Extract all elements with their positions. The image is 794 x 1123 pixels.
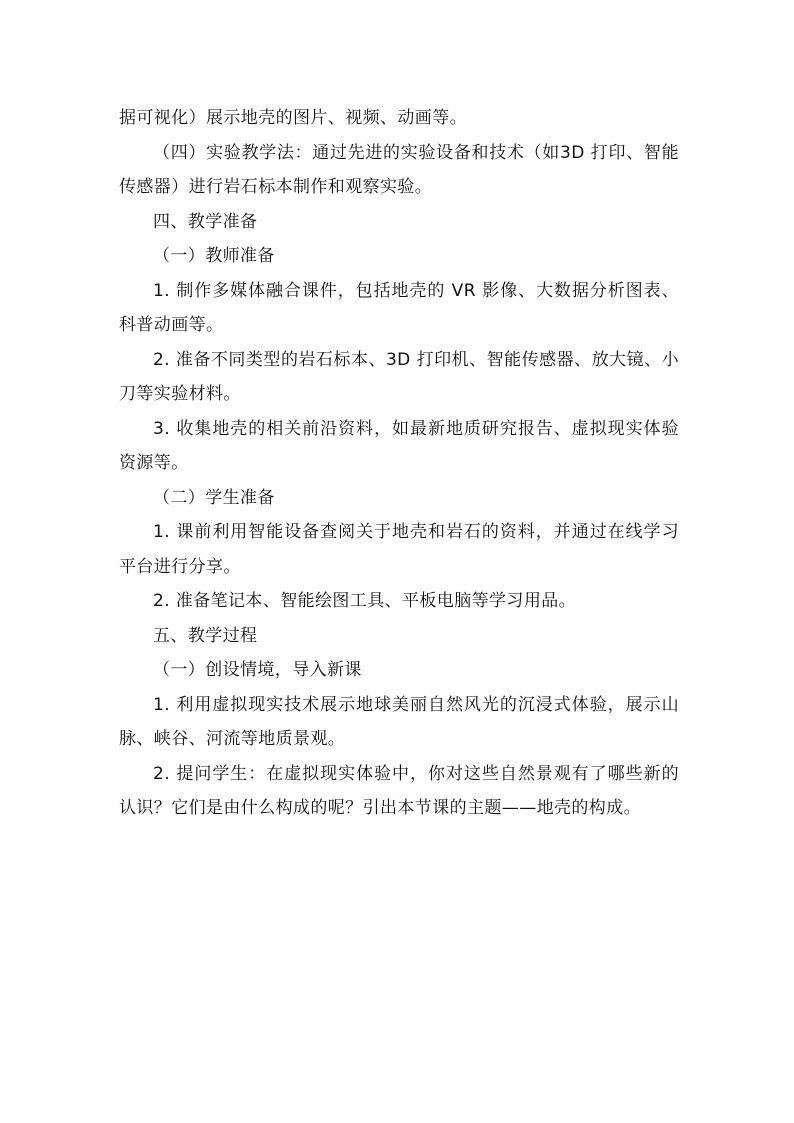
list-item: 2. 提问学生：在虚拟现实体验中，你对这些自然景观有了哪些新的认识？它们是由什么构成的呢？引出本节课的主题——地壳的构成。 [119, 763, 679, 818]
document-body [119, 101, 679, 826]
subsection-heading: （一）教师准备 [153, 246, 275, 266]
list-item: 1. 制作多媒体融合课件，包括地壳的 VR 影像、大数据分析图表、科普动画等。 [119, 280, 679, 335]
list-item: 1. 利用虚拟现实技术展示地球美丽自然风光的沉浸式体验，展示山脉、峡谷、河流等地质景观。 [119, 694, 679, 749]
section-heading: 四、教学准备 [153, 211, 258, 232]
paragraph: （四）实验教学法：通过先进的实验设备和技术（如3D 打印、智能传感器）进行岩石标本制作和观察实验。 [119, 142, 679, 197]
list-item: 2. 准备不同类型的岩石标本、3D 打印机、智能传感器、放大镜、小刀等实验材料。 [119, 349, 679, 404]
subsection-heading: （一）创设情境，导入新课 [153, 660, 362, 680]
list-item: 2. 准备笔记本、智能绘图工具、平板电脑等学习用品。 [153, 591, 577, 611]
section-heading: 五、教学过程 [153, 625, 258, 646]
list-item: 3. 收集地壳的相关前沿资料，如最新地质研究报告、虚拟现实体验资源等。 [119, 418, 679, 473]
list-item: 1. 课前利用智能设备查阅关于地壳和岩石的资料，并通过在线学习平台进行分享。 [119, 522, 679, 577]
paragraph: 据可视化）展示地壳的图片、视频、动画等。 [119, 108, 467, 128]
subsection-heading: （二）学生准备 [153, 487, 275, 508]
